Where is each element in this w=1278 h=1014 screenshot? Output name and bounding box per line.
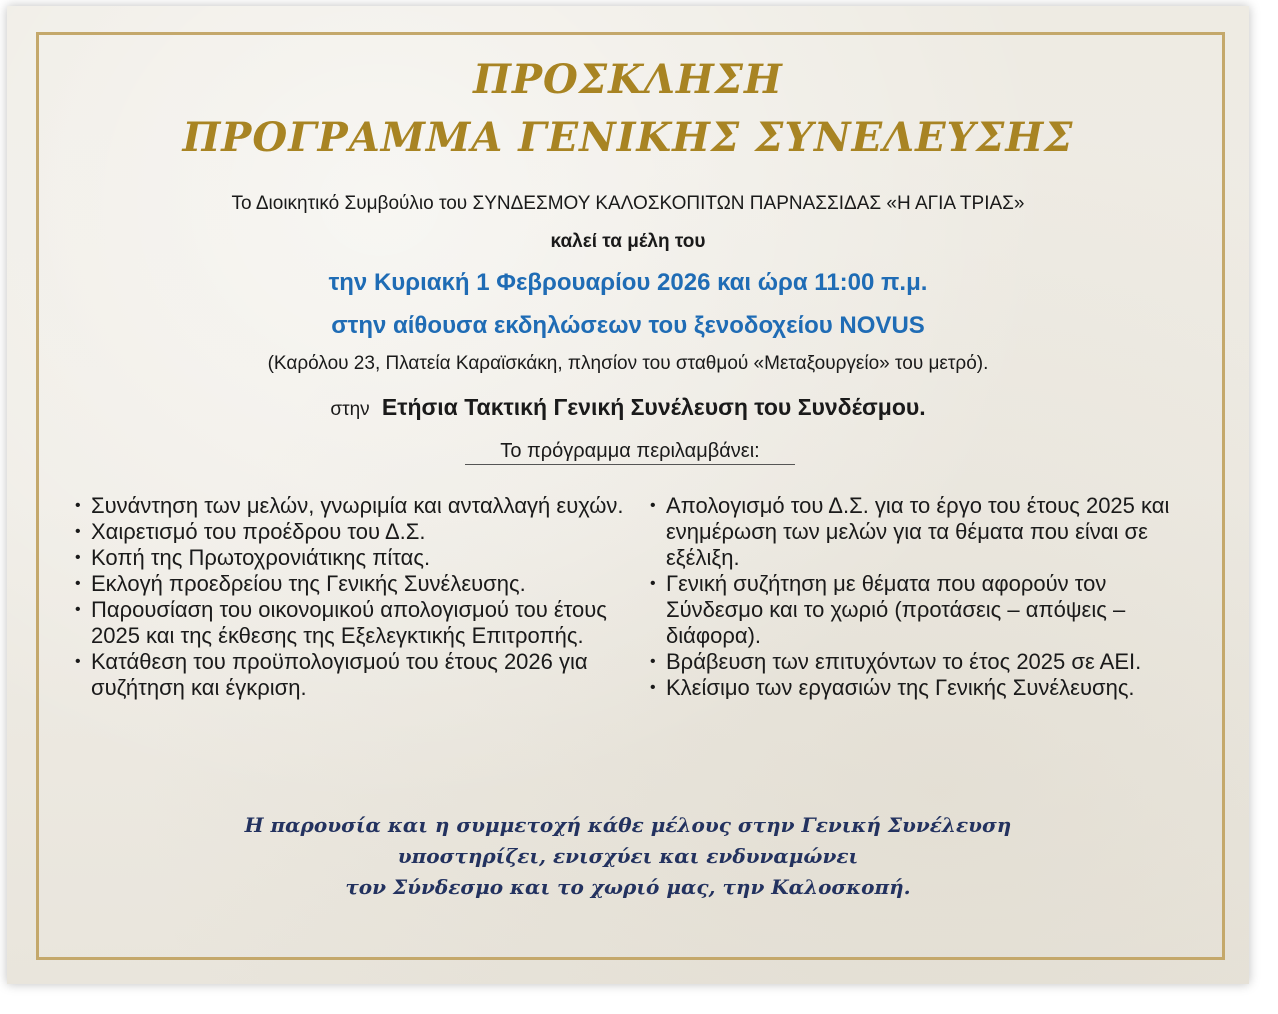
program-list-right: [650, 493, 1202, 701]
invitation-card: [7, 6, 1249, 984]
list-item: • Βράβευση των επιτυχόντων το έτος 2025 σε ΑΕΙ.: [650, 649, 1202, 675]
event-prefix: στην: [330, 399, 370, 420]
address-line: (Καρόλου 23, Πλατεία Καραϊσκάκη, πλησίον του σταθμού «Μεταξουργείο» του μετρό).: [267, 353, 989, 374]
list-item: • Κατάθεση του προϋπολογισμού του έτους 2026 για συζήτηση και έγκριση.: [75, 649, 625, 701]
event-line: [7, 392, 1249, 425]
list-item: • Γενική συζήτηση με θέματα που αφορούν τον Σύνδεσμο και το χωριό (προτάσεις – απόψεις – διάφορα).: [650, 571, 1202, 649]
list-item: • Κλείσιμο των εργασιών της Γενικής Συνέλευσης.: [650, 675, 1202, 701]
invites-line: καλεί τα μέλη του: [550, 231, 706, 252]
list-item: • Παρουσίαση του οικονομικού απολογισμού του έτους 2025 και της έκθεσης της Εξελεγκτικής Επιτροπής.: [75, 597, 625, 649]
closing-line-1: Η παρουσία και η συμμετοχή κάθε μέλους στην Γενική Συνέλευση: [244, 813, 1012, 837]
list-item: • Εκλογή προεδρείου της Γενικής Συνέλευσης.: [75, 571, 625, 597]
program-heading: Το πρόγραμμα περιλαμβάνει:: [465, 438, 795, 465]
closing-line-2: υποστηρίζει, ενισχύει και ενδυναμώνει: [397, 844, 859, 868]
list-item: • Απολογισμό του Δ.Σ. για το έργο του έτους 2025 και ενημέρωση των μελών για τα θέματα που είναι σε εξέλιξη.: [650, 493, 1202, 571]
list-item: • Κοπή της Πρωτοχρονιάτικης πίτας.: [75, 545, 625, 571]
board-line: Το Διοικητικό Συμβούλιο του ΣΥΝΔΕΣΜΟΥ ΚΑΛΟΣΚΟΠΙΤΩΝ ΠΑΡΝΑΣΣΙΔΑΣ «Η ΑΓΙΑ ΤΡΙΑΣ»: [231, 193, 1025, 214]
program-list-left: [75, 493, 625, 701]
list-item: • Χαιρετισμό του προέδρου του Δ.Σ.: [75, 519, 625, 545]
venue-line: στην αίθουσα εκδηλώσεων του ξενοδοχείου NOVUS: [331, 312, 925, 339]
title-invitation: ΠΡΟΣΚΛΗΣΗ: [473, 56, 783, 103]
closing-line-3: τον Σύνδεσμο και το χωριό μας, την Καλοσκοπή.: [345, 875, 911, 899]
list-item: • Συνάντηση των μελών, γνωριμία και ανταλλαγή ευχών.: [75, 493, 625, 519]
event-name: Ετήσια Τακτική Γενική Συνέλευση του Συνδέσμου.: [381, 394, 926, 420]
title-program: ΠΡΟΓΡΑΜΜΑ ΓΕΝΙΚΗΣ ΣΥΝΕΛΕΥΣΗΣ: [182, 114, 1074, 161]
date-time-line: την Κυριακή 1 Φεβρουαρίου 2026 και ώρα 11:00 π.μ.: [328, 269, 928, 296]
